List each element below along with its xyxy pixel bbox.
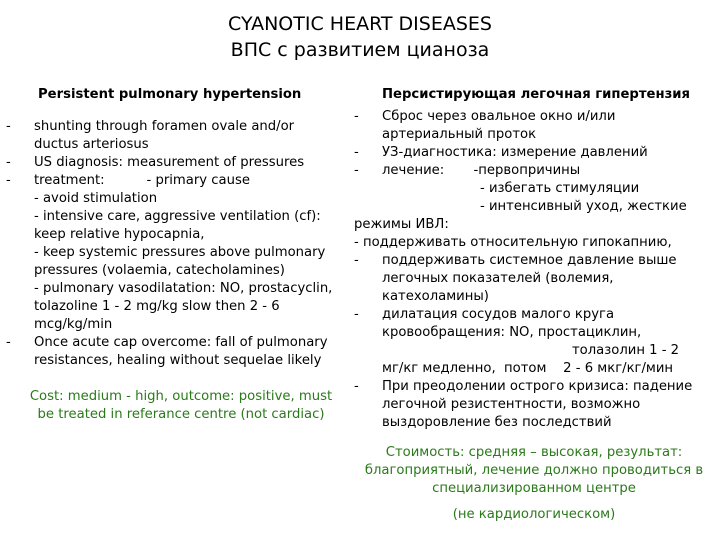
list-item bbox=[354, 252, 714, 306]
sub-item: - интенсивный уход, жесткие bbox=[480, 199, 687, 214]
slide-title-english: CYANOTIC HEART DISEASES bbox=[228, 13, 492, 35]
bullet-dash: - bbox=[6, 155, 11, 170]
list-item-text: поддерживать системное давление выше легочных показателей (волемия, катехоламины) bbox=[382, 253, 677, 304]
sub-item: - intensive care, aggressive ventilation (cf): bbox=[34, 209, 321, 224]
sub-item: - избегать стимуляции bbox=[480, 181, 640, 196]
list-item-text: мг/кг медленно, потом 2 - 6 мкг/кг/мин bbox=[382, 361, 674, 376]
sub-item: - avoid stimulation bbox=[34, 191, 158, 206]
bullet-dash: - bbox=[354, 307, 359, 322]
english-heading: Persistent pulmonary hypertension bbox=[38, 87, 302, 102]
list-item bbox=[6, 172, 336, 190]
list-item bbox=[6, 118, 336, 154]
list-item bbox=[354, 144, 714, 162]
list-item-text: лечение: -первопричины bbox=[382, 163, 581, 178]
russian-heading: Персистирующая легочная гипертензия bbox=[382, 87, 690, 102]
list-item-text: УЗ-диагностика: измерение давлений bbox=[382, 145, 648, 160]
bullet-dash: - bbox=[6, 173, 11, 188]
sub-item: tolazoline 1 - 2 mg/kg slow then 2 - 6 mcg/kg/min bbox=[34, 299, 280, 332]
bullet-dash: - bbox=[354, 109, 359, 124]
list-item bbox=[354, 378, 714, 432]
list-item-text: Сброс через овальное окно и/или артериальный проток bbox=[382, 109, 616, 142]
list-item-text: При преодолении острого кризиса: падение легочной резистентности, возможно выздоровление без последствий bbox=[382, 379, 693, 430]
list-item-text-block bbox=[382, 306, 714, 378]
hypocapnia-line: - поддерживать относительную гипокапнию, bbox=[354, 235, 672, 250]
list-item-text: treatment: - primary cause bbox=[34, 173, 250, 188]
bullet-dash: - bbox=[6, 119, 11, 134]
english-column bbox=[6, 86, 336, 424]
list-item-text: Once acute cap overcome: fall of pulmonary resistances, healing without sequelae likely bbox=[34, 335, 328, 368]
sub-item: keep relative hypocapnia, bbox=[34, 227, 205, 242]
list-item-text: US diagnosis: measurement of pressures bbox=[34, 155, 305, 170]
bullet-dash: - bbox=[6, 335, 11, 350]
cost-outcome-note-parenthetical: (не кардиологическом) bbox=[452, 507, 616, 522]
sub-item: - keep systemic pressures above pulmonary pressures (volaemia, catecholamines) bbox=[34, 245, 326, 278]
list-item bbox=[6, 334, 336, 370]
cost-outcome-note: Стоимость: средняя – высокая, результат: благоприятный, лечение должно проводиться в специализированном центре bbox=[364, 445, 704, 496]
list-item bbox=[354, 108, 714, 144]
bullet-dash: - bbox=[354, 379, 359, 394]
list-item-text: толазолин 1 - 2 bbox=[572, 343, 680, 358]
list-item-text: дилатация сосудов малого круга кровообращения: NO, простациклин, bbox=[382, 307, 642, 340]
list-item bbox=[354, 162, 714, 180]
cost-outcome-note: Cost: medium - high, outcome: positive, must be treated in referance centre (not cardiac) bbox=[29, 389, 333, 422]
sub-item: - pulmonary vasodilatation: NO, prostacyclin, bbox=[34, 281, 333, 296]
bullet-dash: - bbox=[354, 145, 359, 160]
bullet-dash: - bbox=[354, 253, 359, 268]
bullet-dash: - bbox=[354, 163, 359, 178]
list-item bbox=[354, 306, 714, 378]
list-item-text: shunting through foramen ovale and/or ductus arteriosus bbox=[34, 119, 295, 152]
russian-column bbox=[354, 86, 714, 524]
ventilation-line: режимы ИВЛ: bbox=[354, 217, 449, 232]
list-item bbox=[6, 154, 336, 172]
slide-title-russian: ВПС с развитием цианоза bbox=[230, 39, 490, 61]
